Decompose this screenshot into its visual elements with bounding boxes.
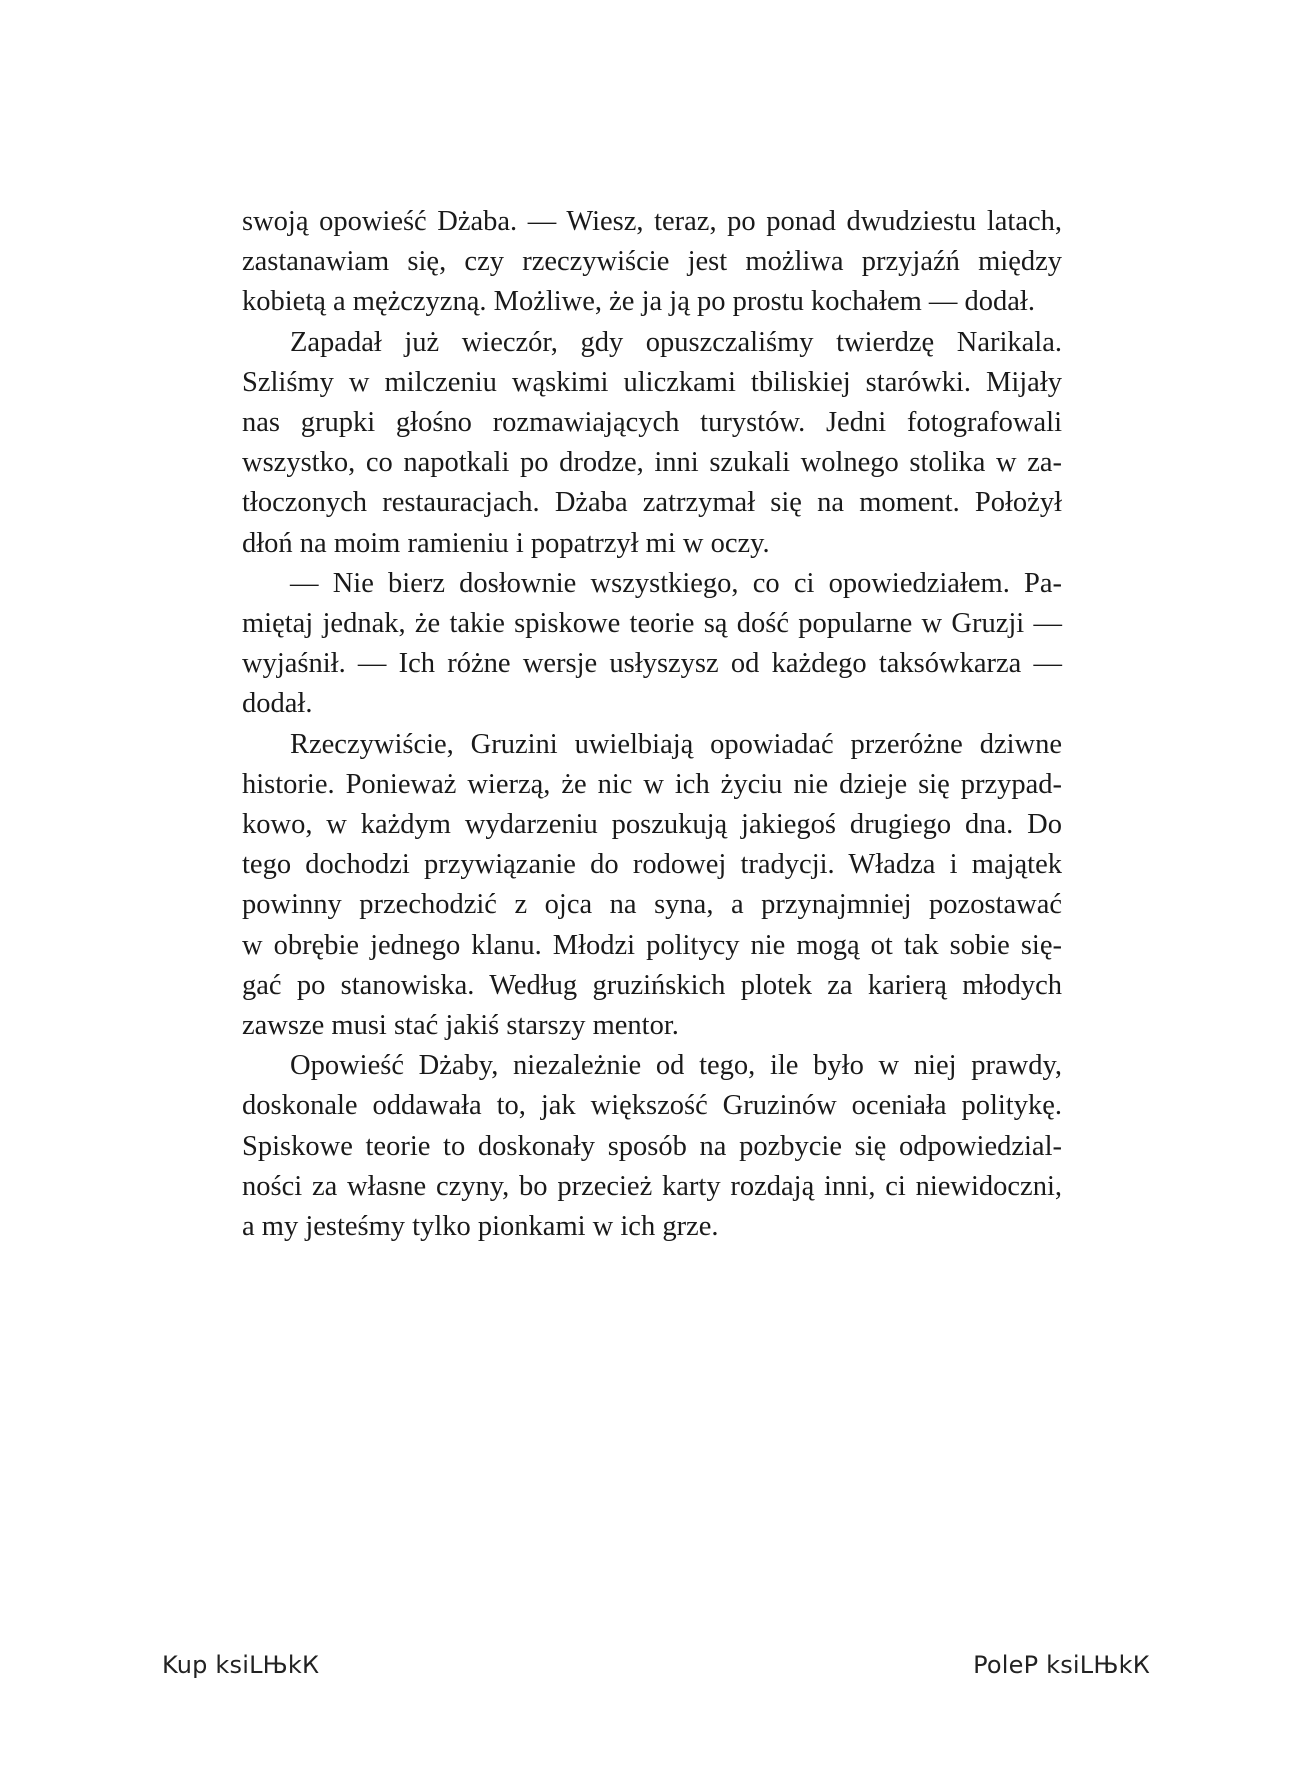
- text-line: Opowieść Dżaby, niezależnie od tego, ile było w niej prawdy,: [290, 1050, 1062, 1082]
- text-line: kowo, w każdym wydarzeniu poszukują jakiegoś drugiego dna. Do: [242, 809, 1062, 841]
- paragraph: [242, 1046, 1062, 1247]
- text-line: miętaj jednak, że takie spiskowe teorie są dość popularne w Gruzji —: [242, 608, 1062, 640]
- text-line: Szliśmy w milczeniu wąskimi uliczkami tbiliskiej starówki. Mijały: [242, 366, 1062, 398]
- text-line: nas grupki głośno rozmawiających turystów. Jedni fotografowali: [242, 407, 1062, 439]
- text-line: ności za własne czyny, bo przecież karty rozdają inni, ci niewidoczni,: [242, 1170, 1062, 1202]
- paragraph: [242, 564, 1062, 725]
- text-line: wszystko, co napotkali po drodze, inni szukali wolnego stolika w za-: [242, 447, 1062, 479]
- paragraph: [242, 725, 1062, 1047]
- text-line: zawsze musi stać jakiś starszy mentor.: [242, 1010, 679, 1042]
- text-line: Rzeczywiście, Gruzini uwielbiają opowiadać przeróżne dziwne: [290, 728, 1062, 760]
- text-line: Zapadał już wieczór, gdy opuszczaliśmy twierdzę Narikala.: [290, 326, 1062, 358]
- text-line: wyjaśnił. — Ich różne wersje usłyszysz od każdego taksówkarza —: [242, 648, 1062, 680]
- text-line: — Nie bierz dosłownie wszystkiego, co ci opowiedziałem. Pa-: [290, 567, 1062, 599]
- text-line: kobietą a mężczyzną. Możliwe, że ja ją po prostu kochałem — dodał.: [242, 286, 1035, 318]
- buy-book-link[interactable]: Kup ksiLЊkК: [162, 1651, 320, 1679]
- text-line: zastanawiam się, czy rzeczywiście jest możliwa przyjaźń między: [242, 246, 1062, 278]
- text-line: tłoczonych restauracjach. Dżaba zatrzymał się na moment. Położył: [242, 487, 1062, 519]
- text-line: swoją opowieść Dżaba. — Wiesz, teraz, po ponad dwudziestu latach,: [242, 206, 1062, 237]
- text-line: dłoń na moim ramieniu i popatrzył mi w oczy.: [242, 527, 770, 559]
- text-line: dodał.: [242, 688, 313, 720]
- text-line: tego dochodzi przywiązanie do rodowej tradycji. Władza i majątek: [242, 849, 1062, 881]
- paragraph: [242, 202, 1062, 323]
- text-line: powinny przechodzić z ojca na syna, a przynajmniej pozostawać: [242, 889, 1062, 921]
- page-body-text: [242, 202, 1062, 1247]
- text-line: gać po stanowiska. Według gruzińskich plotek za karierą młodych: [242, 969, 1062, 1001]
- text-line: historie. Ponieważ wierzą, że nic w ich życiu nie dzieje się przypad-: [242, 768, 1062, 800]
- text-line: Spiskowe teorie to doskonały sposób na pozbycie się odpowiedzial-: [242, 1130, 1062, 1162]
- text-line: doskonale oddawała to, jak większość Gruzinów oceniała politykę.: [242, 1090, 1062, 1122]
- text-line: w obrębie jednego klanu. Młodzi politycy nie mogą ot tak sobie się-: [242, 929, 1062, 961]
- recommend-book-link[interactable]: PoleP ksiLЊkК: [973, 1651, 1150, 1679]
- text-line: a my jesteśmy tylko pionkami w ich grze.: [242, 1211, 719, 1243]
- paragraph: [242, 323, 1062, 564]
